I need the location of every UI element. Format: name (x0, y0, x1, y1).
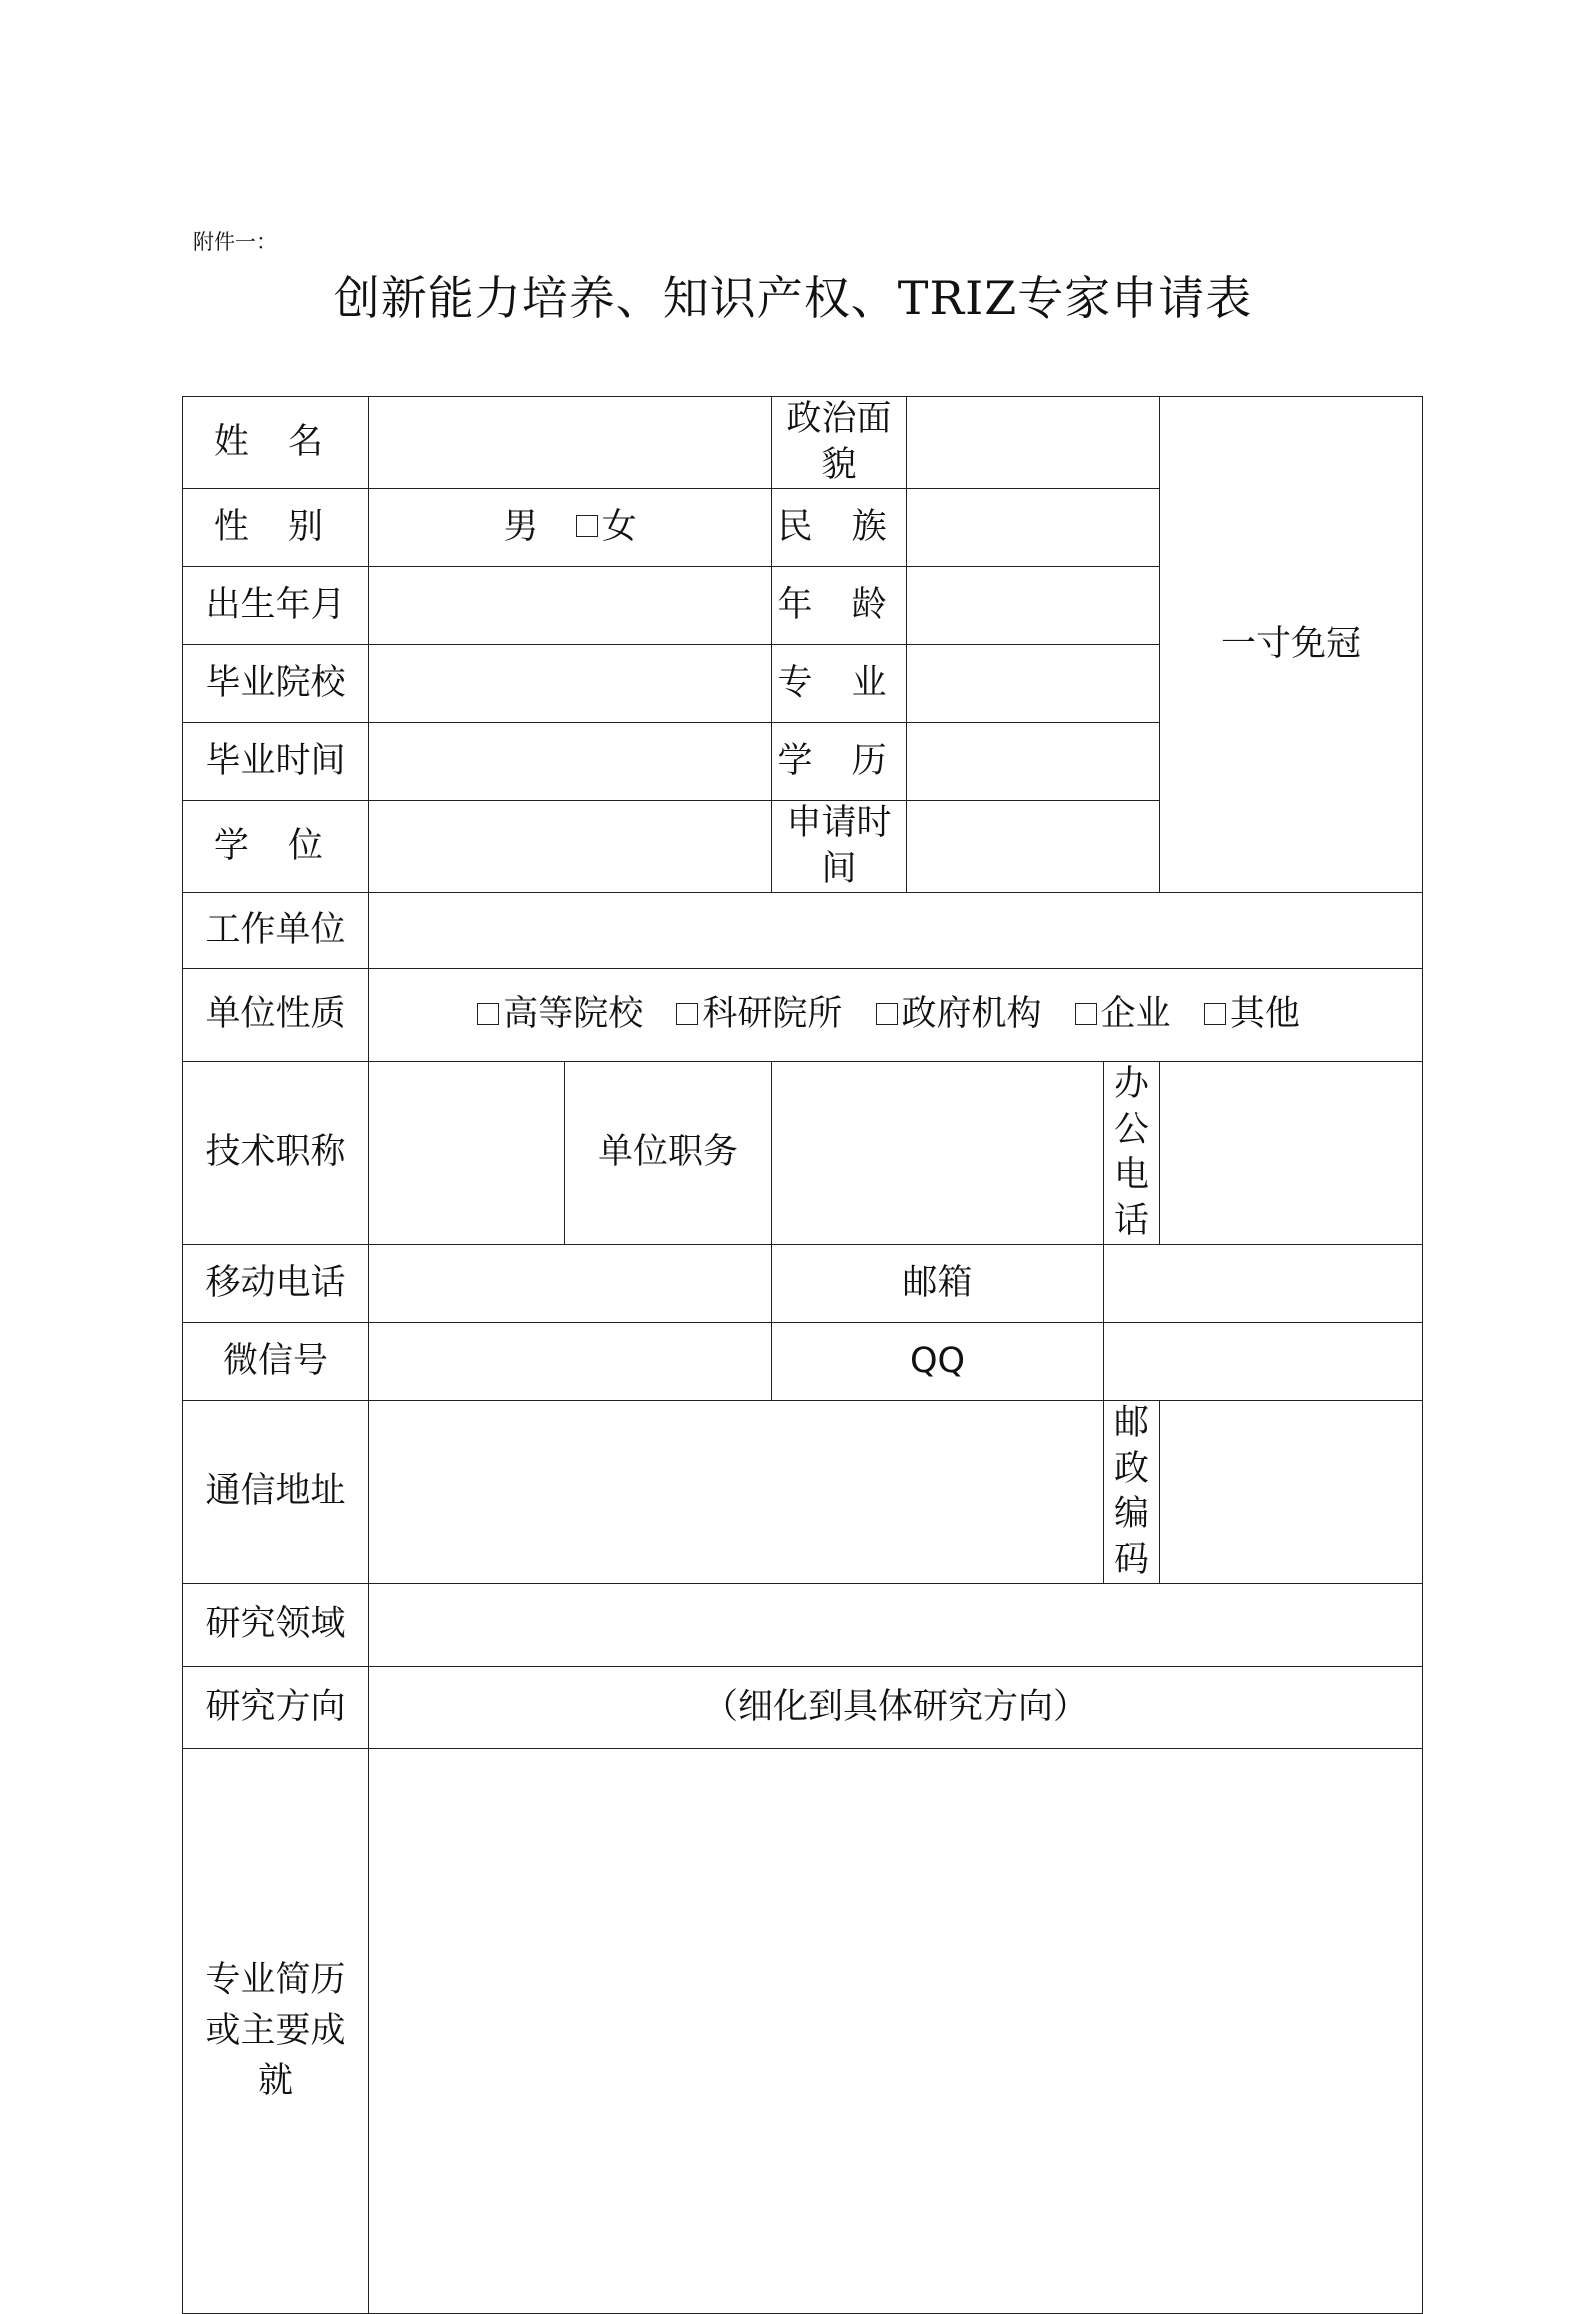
employer-type-checkbox[interactable] (1204, 1003, 1226, 1025)
apply-time-field[interactable] (907, 801, 1160, 893)
employer-label: 工作单位 (183, 893, 369, 969)
grad-time-field[interactable] (369, 723, 772, 801)
employer-field[interactable] (369, 893, 1423, 969)
employer-type-option: 企业 (1100, 994, 1171, 1035)
wechat-field[interactable] (369, 1323, 772, 1401)
gender-female-label: 女 (601, 506, 637, 547)
age-label: 年 龄 (772, 567, 907, 645)
research-direction-field[interactable] (369, 1667, 1423, 1749)
address-label: 通信地址 (183, 1401, 369, 1584)
research-field-label: 研究领域 (183, 1584, 369, 1667)
form-title: 创新能力培养、知识产权、TRIZ专家申请表 (333, 271, 1253, 325)
employer-type-checkbox[interactable] (676, 1003, 698, 1025)
major-field[interactable] (907, 645, 1160, 723)
photo-label: 一寸免冠 (1221, 623, 1362, 664)
gender-options (369, 489, 772, 567)
wechat-label: 微信号 (183, 1323, 369, 1401)
mobile-label: 移动电话 (183, 1245, 369, 1323)
employer-type-checkbox[interactable] (477, 1003, 499, 1025)
ethnicity-field[interactable] (907, 489, 1160, 567)
ethnicity-label: 民 族 (772, 489, 907, 567)
degree-field[interactable] (369, 801, 772, 893)
application-form-table (182, 396, 1423, 2314)
employer-type-option: 科研院所 (702, 994, 843, 1035)
resume-label: 专业简历或主要成就 (183, 1749, 369, 2314)
attachment-label: 附件一： (193, 230, 277, 254)
resume-field[interactable] (369, 1749, 1423, 2314)
qq-label: QQ (772, 1323, 1104, 1401)
research-direction-label: 研究方向 (183, 1667, 369, 1749)
employer-type-option: 其他 (1229, 994, 1300, 1035)
birth-field[interactable] (369, 567, 772, 645)
tech-title-label: 技术职称 (183, 1062, 369, 1245)
mobile-field[interactable] (369, 1245, 772, 1323)
employer-type-checkbox[interactable] (1075, 1003, 1097, 1025)
employer-type-option: 政府机构 (901, 994, 1042, 1035)
age-field[interactable] (907, 567, 1160, 645)
office-phone-field[interactable] (1160, 1062, 1423, 1245)
school-label: 毕业院校 (183, 645, 369, 723)
gender-checkbox[interactable] (576, 515, 598, 537)
grad-time-label: 毕业时间 (183, 723, 369, 801)
qq-field[interactable] (1104, 1323, 1423, 1401)
school-field[interactable] (369, 645, 772, 723)
political-field[interactable] (907, 397, 1160, 489)
office-phone-label: 办公电话 (1104, 1062, 1160, 1245)
gender-male-label: 男 (503, 506, 539, 547)
position-label: 单位职务 (565, 1062, 772, 1245)
postcode-label: 邮政编码 (1104, 1401, 1160, 1584)
major-label: 专 业 (772, 645, 907, 723)
gender-label: 性 别 (183, 489, 369, 567)
birth-label: 出生年月 (183, 567, 369, 645)
education-field[interactable] (907, 723, 1160, 801)
employer-type-options (369, 969, 1423, 1062)
employer-type-option: 高等院校 (503, 994, 644, 1035)
position-field[interactable] (772, 1062, 1104, 1245)
political-label: 政治面貌 (772, 397, 907, 489)
employer-type-checkbox[interactable] (876, 1003, 898, 1025)
degree-label: 学 位 (183, 801, 369, 893)
photo-cell[interactable] (1160, 397, 1423, 893)
education-label: 学 历 (772, 723, 907, 801)
research-direction-hint: （细化到具体研究方向） (703, 1686, 1089, 1727)
name-field[interactable] (369, 397, 772, 489)
tech-title-field[interactable] (369, 1062, 565, 1245)
name-label: 姓 名 (183, 397, 369, 489)
apply-time-label: 申请时间 (772, 801, 907, 893)
address-field[interactable] (369, 1401, 1104, 1584)
email-label: 邮箱 (772, 1245, 1104, 1323)
postcode-field[interactable] (1160, 1401, 1423, 1584)
email-field[interactable] (1104, 1245, 1423, 1323)
research-field-field[interactable] (369, 1584, 1423, 1667)
employer-type-label: 单位性质 (183, 969, 369, 1062)
